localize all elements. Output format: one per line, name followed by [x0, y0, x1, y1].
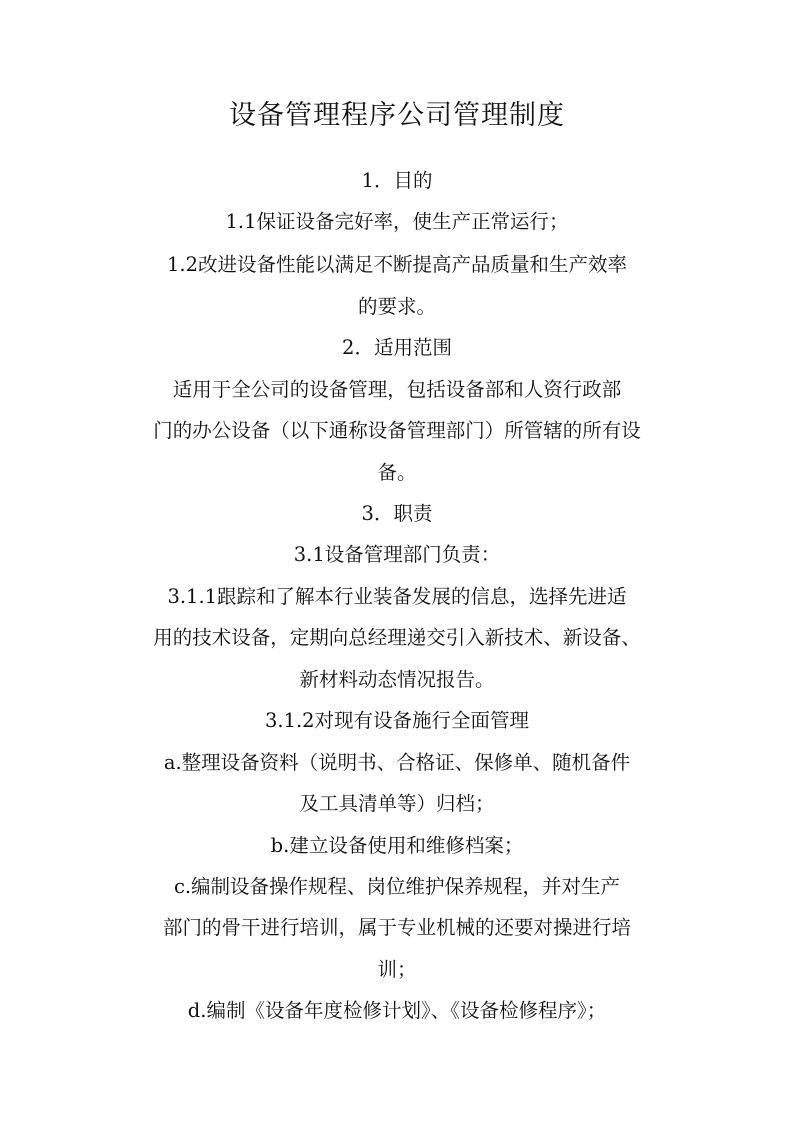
- paragraph-line: 训；: [377, 958, 417, 981]
- heading-scope: 2．适用范围: [342, 336, 452, 359]
- paragraph-line: 部门的骨干进行培训，属于专业机械的还要对操进行培: [162, 916, 631, 939]
- paragraph-line: 1.2改进设备性能以满足不断提高产品质量和生产效率: [166, 253, 627, 276]
- heading-responsibilities: 3．职责: [361, 502, 433, 525]
- list-item-c: c.编制设备操作规程、岗位维护保养规程，并对生产: [173, 875, 621, 898]
- paragraph-line: 3.1设备管理部门负责：: [293, 543, 501, 566]
- paragraph-line: 3.1.1跟踪和了解本行业装备发展的信息，选择先进适: [167, 585, 627, 608]
- paragraph-line: 的要求。: [357, 295, 436, 318]
- paragraph-line: 门的办公设备（以下通称设备管理部门）所管辖的所有设: [153, 419, 641, 442]
- paragraph-line: 新材料动态情况报告。: [299, 668, 495, 691]
- list-item-b: b.建立设备使用和维修档案；: [270, 834, 524, 857]
- paragraph-line: 用的技术设备，定期向总经理递交引入新技术、新设备、: [153, 626, 641, 649]
- list-item-a: a.整理设备资料（说明书、合格证、保修单、随机备件: [163, 751, 631, 774]
- document-title: 设备管理程序公司管理制度: [229, 100, 565, 131]
- heading-purpose: 1．目的: [361, 169, 433, 192]
- paragraph-line: 及工具清单等）归档；: [299, 792, 495, 815]
- list-item-d: d.编制《设备年度检修计划》、《设备检修程序》；: [187, 999, 607, 1022]
- paragraph-line: 适用于全公司的设备管理，包括设备部和人资行政部: [172, 378, 622, 401]
- paragraph-line: 备。: [377, 461, 417, 484]
- paragraph-line: 1.1保证设备完好率，使生产正常运行；: [225, 210, 569, 233]
- paragraph-line: 3.1.2对现有设备施行全面管理: [264, 709, 530, 732]
